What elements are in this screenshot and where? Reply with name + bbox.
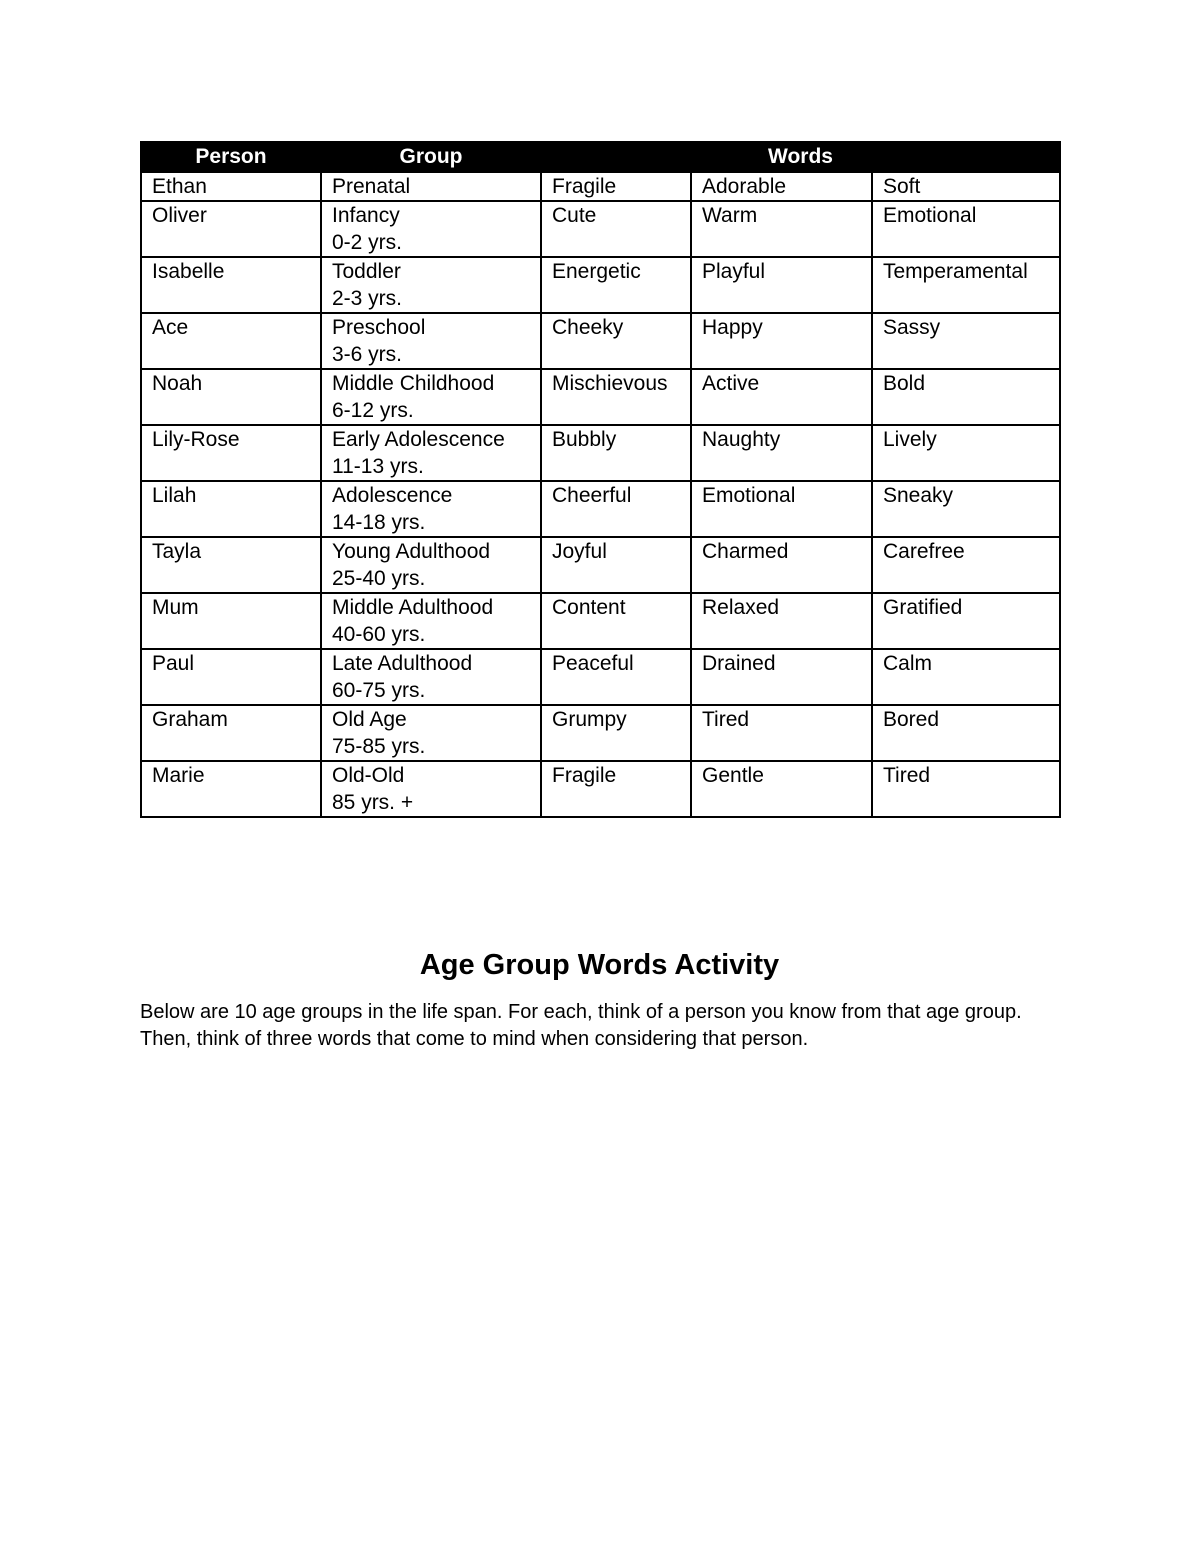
word-cell: Tired <box>691 705 872 761</box>
group-name: Middle Childhood <box>332 372 495 395</box>
group-name: Old-Old <box>332 764 405 787</box>
word-cell: Gratified <box>872 593 1060 649</box>
word-cell: Grumpy <box>541 705 691 761</box>
word-cell: Cheerful <box>541 481 691 537</box>
table-row <box>141 172 1060 201</box>
word-cell: Bubbly <box>541 425 691 481</box>
table-row <box>141 313 1060 369</box>
person-cell: Lily-Rose <box>141 425 321 481</box>
word-cell: Cheeky <box>541 313 691 369</box>
age-group-table <box>140 141 1061 818</box>
table-header-row <box>141 142 1060 172</box>
word-cell: Sassy <box>872 313 1060 369</box>
group-age-range: 2-3 yrs. <box>332 287 403 310</box>
word-cell: Warm <box>691 201 872 257</box>
group-name: Infancy <box>332 204 400 227</box>
word-cell: Sneaky <box>872 481 1060 537</box>
table-row <box>141 593 1060 649</box>
group-cell <box>321 481 541 537</box>
person-cell: Lilah <box>141 481 321 537</box>
table-row <box>141 369 1060 425</box>
word-cell: Lively <box>872 425 1060 481</box>
word-cell: Joyful <box>541 537 691 593</box>
word-cell: Content <box>541 593 691 649</box>
group-age-range: 3-6 yrs. <box>332 343 403 366</box>
word-cell: Gentle <box>691 761 872 817</box>
word-cell: Tired <box>872 761 1060 817</box>
group-cell <box>321 369 541 425</box>
person-cell: Graham <box>141 705 321 761</box>
word-cell: Naughty <box>691 425 872 481</box>
document-sheet <box>140 141 1059 1050</box>
group-age-range: 6-12 yrs. <box>332 399 414 422</box>
word-cell: Energetic <box>541 257 691 313</box>
header-group: Group <box>321 142 541 172</box>
word-cell: Playful <box>691 257 872 313</box>
group-name: Middle Adulthood <box>332 596 494 619</box>
word-cell: Peaceful <box>541 649 691 705</box>
word-cell: Relaxed <box>691 593 872 649</box>
person-cell: Marie <box>141 761 321 817</box>
table-body <box>141 172 1060 817</box>
word-cell: Mischievous <box>541 369 691 425</box>
person-cell: Tayla <box>141 537 321 593</box>
word-cell: Bored <box>872 705 1060 761</box>
group-name: Late Adulthood <box>332 652 473 675</box>
group-name: Adolescence <box>332 484 453 507</box>
table-row <box>141 257 1060 313</box>
group-age-range: 75-85 yrs. <box>332 735 426 758</box>
group-cell <box>321 257 541 313</box>
group-cell <box>321 201 541 257</box>
group-cell <box>321 172 541 201</box>
person-cell: Isabelle <box>141 257 321 313</box>
page-title: Age Group Words Activity <box>419 949 780 981</box>
word-cell: Emotional <box>872 201 1060 257</box>
group-cell <box>321 537 541 593</box>
table-row <box>141 201 1060 257</box>
group-name: Young Adulthood <box>332 540 491 563</box>
word-cell: Happy <box>691 313 872 369</box>
group-cell <box>321 593 541 649</box>
group-age-range: 40-60 yrs. <box>332 623 426 646</box>
person-cell: Oliver <box>141 201 321 257</box>
group-name: Early Adolescence <box>332 428 505 451</box>
word-cell: Fragile <box>541 761 691 817</box>
person-cell: Noah <box>141 369 321 425</box>
table-row <box>141 649 1060 705</box>
word-cell: Carefree <box>872 537 1060 593</box>
group-cell <box>321 425 541 481</box>
word-cell: Active <box>691 369 872 425</box>
table-row <box>141 705 1060 761</box>
group-name: Prenatal <box>332 175 411 198</box>
group-cell <box>321 649 541 705</box>
table-row <box>141 481 1060 537</box>
table-row <box>141 537 1060 593</box>
group-name: Preschool <box>332 316 426 339</box>
group-age-range: 14-18 yrs. <box>332 511 426 534</box>
group-name: Old Age <box>332 708 407 731</box>
word-cell: Cute <box>541 201 691 257</box>
word-cell: Temperamental <box>872 257 1060 313</box>
word-cell: Soft <box>872 172 1060 201</box>
word-cell: Bold <box>872 369 1060 425</box>
group-age-range: 60-75 yrs. <box>332 679 426 702</box>
header-words: Words <box>541 142 1060 172</box>
word-cell: Fragile <box>541 172 691 201</box>
instructions-text: Below are 10 age groups in the life span. For each, think of a person you know from that age group. Then, think of three words that come to mind when considering that person. <box>140 1001 1022 1050</box>
header-person: Person <box>141 142 321 172</box>
group-cell <box>321 705 541 761</box>
group-age-range: 11-13 yrs. <box>332 455 424 478</box>
person-cell: Ace <box>141 313 321 369</box>
person-cell: Mum <box>141 593 321 649</box>
person-cell: Paul <box>141 649 321 705</box>
table-row <box>141 425 1060 481</box>
group-age-range: 25-40 yrs. <box>332 567 426 590</box>
person-cell: Ethan <box>141 172 321 201</box>
group-cell <box>321 313 541 369</box>
word-cell: Adorable <box>691 172 872 201</box>
word-cell: Drained <box>691 649 872 705</box>
group-age-range: 0-2 yrs. <box>332 231 403 254</box>
word-cell: Charmed <box>691 537 872 593</box>
group-age-range: 85 yrs. + <box>332 791 414 814</box>
word-cell: Emotional <box>691 481 872 537</box>
table-row <box>141 761 1060 817</box>
word-cell: Calm <box>872 649 1060 705</box>
group-cell <box>321 761 541 817</box>
group-name: Toddler <box>332 260 401 283</box>
